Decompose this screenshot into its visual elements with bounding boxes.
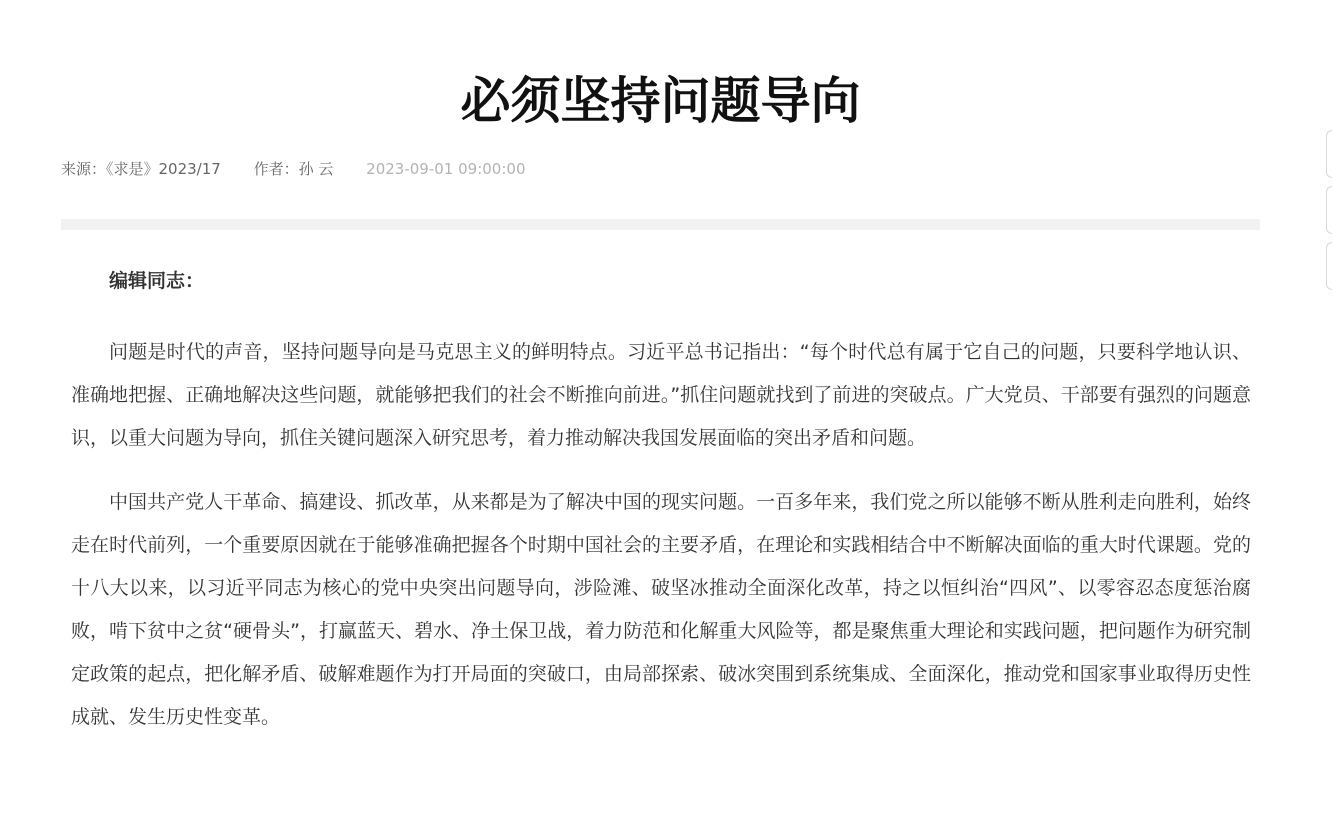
article-meta (61, 158, 525, 180)
side-tab-2[interactable] (1326, 186, 1332, 234)
article-salutation: 编辑同志： (109, 270, 205, 292)
article-author: 作者：孙 云 (253, 160, 334, 178)
side-toolbar (1326, 130, 1332, 298)
side-tab-1[interactable] (1326, 130, 1332, 178)
title-divider (61, 219, 1260, 230)
article-source: 来源：《求是》2023/17 (61, 160, 221, 178)
article-title: 必须坚持问题导向 (460, 72, 861, 130)
article-date: 2023-09-01 09:00:00 (366, 160, 526, 178)
article (61, 0, 1260, 728)
article-paragraph-1: 问题是时代的声音，坚持问题导向是马克思主义的鲜明特点。习近平总书记指出：“每个时代总有属于它自己的问题，只要科学地认识、准确地把握、正确地解决这些问题，就能够把我们的社会不断推向前进。”抓住问题就找到了前进的突破点。广大党员、干部要有强烈的问题意识，以重大问题为导向，抓住关键问题深入研究思考，着力推动解决我国发展面临的突出矛盾和问题。 (71, 341, 1251, 449)
article-paragraph-2: 中国共产党人干革命、搞建设、抓改革，从来都是为了解决中国的现实问题。一百多年来，我们党之所以能够不断从胜利走向胜利，始终走在时代前列，一个重要原因就在于能够准确把握各个时期中国社会的主要矛盾，在理论和实践相结合中不断解决面临的重大时代课题。党的十八大以来，以习近平同志为核心的党中央突出问题导向，涉险滩、破坚冰推动全面深化改革，持之以恒纠治“四风”、以零容忍态度惩治腐败，啃下贫中之贫“硬骨头”，打赢蓝天、碧水、净土保卫战，着力防范和化解重大风险等，都是聚焦重大理论和实践问题，把问题作为研究制定政策的起点，把化解矛盾、破解难题作为打开局面的突破口，由局部探索、破冰突围到系统集成、全面深化，推动党和国家事业取得历史性成就、发生历史性变革。 (71, 491, 1251, 728)
side-tab-3[interactable] (1326, 242, 1332, 290)
article-body (71, 260, 1251, 760)
